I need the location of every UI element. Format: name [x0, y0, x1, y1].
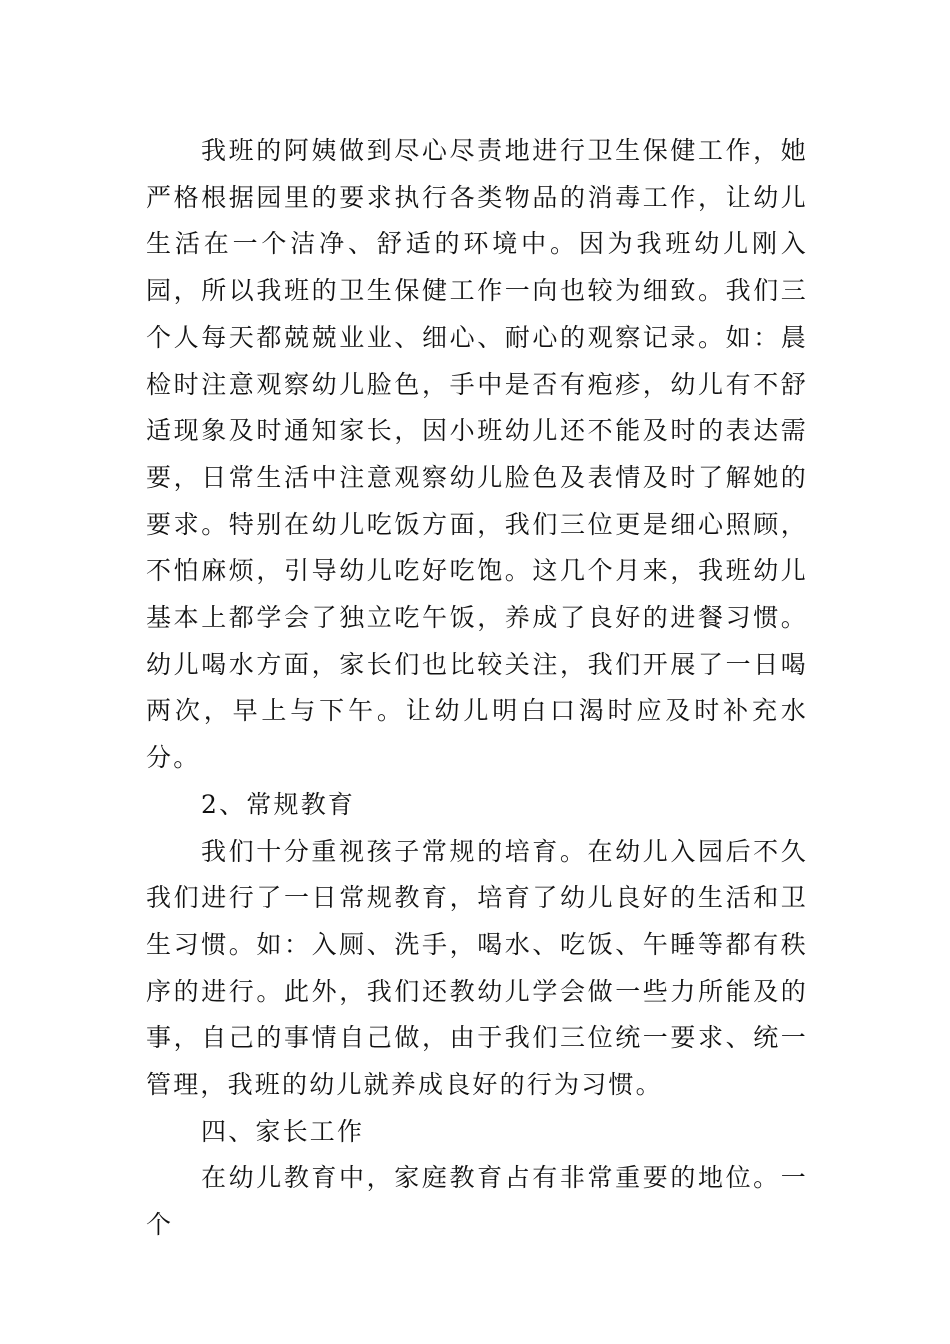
document-body	[146, 128, 808, 1249]
section-heading-routine-education: 2、常规教育	[201, 789, 356, 819]
paragraph-family-education: 在幼儿教育中，家庭教育占有非常重要的地位。一个	[146, 1163, 808, 1240]
section-heading-parent-work: 四、家长工作	[201, 1116, 365, 1146]
paragraph-routine-education: 我们十分重视孩子常规的培育。在幼儿入园后不久我们进行了一日常规教育，培育了幼儿良好的生活和卫生习惯。如：入厕、洗手，喝水、吃饭、午睡等都有秩序的进行。此外，我们还教幼儿学会做一些力所能及的事，自己的事情自己做，由于我们三位统一要求、统一管理，我班的幼儿就养成良好的行为习惯。	[146, 836, 808, 1100]
paragraph-health-care: 我班的阿姨做到尽心尽责地进行卫生保健工作，她严格根据园里的要求执行各类物品的消毒工作，让幼儿生活在一个洁净、舒适的环境中。因为我班幼儿刚入园，所以我班的卫生保健工作一向也较为细致。我们三个人每天都兢兢业业、细心、耐心的观察记录。如：晨检时注意观察幼儿脸色，手中是否有疱疹，幼儿有不舒适现象及时通知家长，因小班幼儿还不能及时的表达需要，日常生活中注意观察幼儿脸色及表情及时了解她的要求。特别在幼儿吃饭方面，我们三位更是细心照顾，不怕麻烦，引导幼儿吃好吃饱。这几个月来，我班幼儿基本上都学会了独立吃午饭，养成了良好的进餐习惯。幼儿喝水方面，家长们也比较关注，我们开展了一日喝两次，早上与下午。让幼儿明白口渴时应及时补充水分。	[146, 136, 808, 773]
